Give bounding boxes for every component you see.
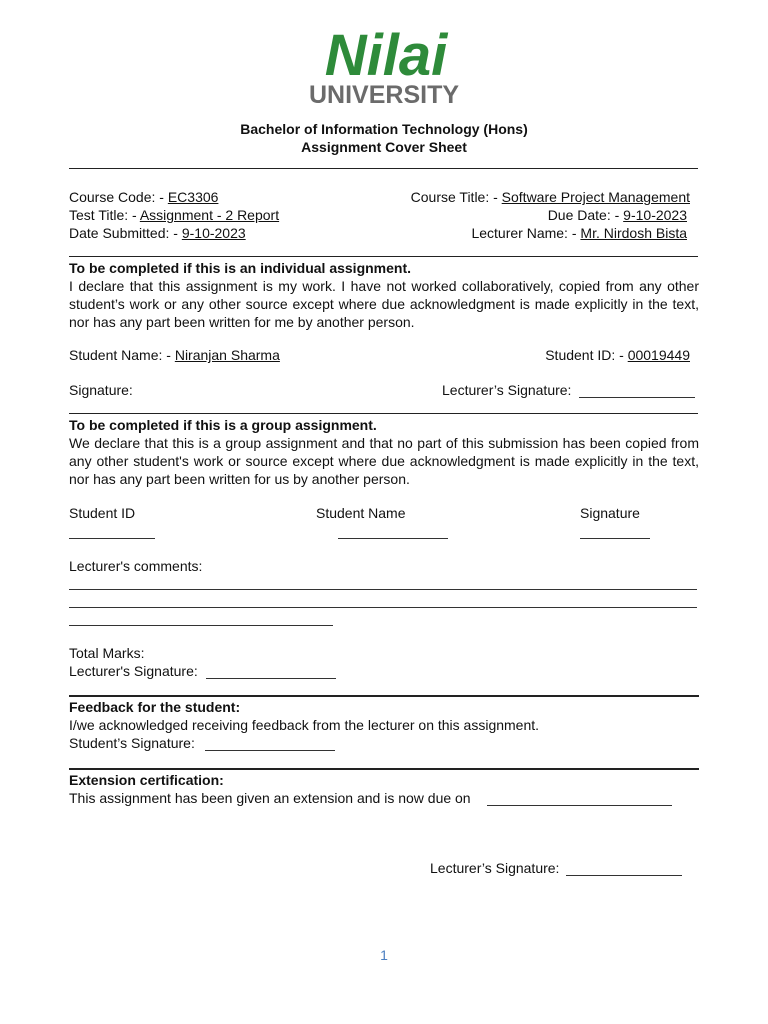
extension-text: This assignment has been given an extension and is now due on xyxy=(69,790,471,806)
group-heading: To be completed if this is a group assignment. xyxy=(69,417,377,433)
divider xyxy=(69,413,698,414)
lecturer-name xyxy=(350,225,687,241)
group-student-name-line[interactable] xyxy=(338,538,448,539)
individual-heading: To be completed if this is an individual assignment. xyxy=(69,260,412,276)
extension-lecturer-signature-label: Lecturer’s Signature: xyxy=(430,860,560,876)
student-id-value: 00019449 xyxy=(627,347,690,363)
extension-due-line[interactable] xyxy=(487,805,672,806)
lecturer-name-label: Lecturer Name: - xyxy=(471,225,581,241)
due-date-label: Due Date: - xyxy=(547,207,624,223)
lecturer-signature-line[interactable] xyxy=(579,397,695,398)
test-title-label: Test Title: - xyxy=(69,207,140,223)
lecturer-signature-label: Lecturer’s Signature: xyxy=(442,382,572,398)
nilai-university-logo xyxy=(298,28,474,108)
student-id-label: Student ID: - xyxy=(545,347,628,363)
comments-lecturer-signature-label: Lecturer's Signature: xyxy=(69,663,198,679)
student-name xyxy=(69,347,280,363)
course-title-value: Software Project Management xyxy=(501,189,690,205)
group-student-id-line[interactable] xyxy=(69,538,155,539)
group-signature-line[interactable] xyxy=(580,538,650,539)
lecturer-comments-label: Lecturer's comments: xyxy=(69,558,203,574)
student-id xyxy=(450,347,690,363)
group-col-student-name: Student Name xyxy=(316,505,406,521)
comments-line[interactable] xyxy=(69,625,333,626)
logo-subtitle: UNIVERSITY xyxy=(308,81,460,108)
due-date-value: 9-10-2023 xyxy=(623,207,687,223)
course-code xyxy=(69,189,218,205)
divider xyxy=(69,256,698,257)
feedback-signature-label: Student’s Signature: xyxy=(69,735,195,751)
sheet-title: Assignment Cover Sheet xyxy=(301,139,467,155)
divider xyxy=(69,768,699,770)
feedback-heading: Feedback for the student: xyxy=(69,699,241,715)
lecturer-name-value: Mr. Nirdosh Bista xyxy=(580,225,687,241)
course-title xyxy=(350,189,690,205)
comments-line[interactable] xyxy=(69,589,697,590)
course-title-label: Course Title: - xyxy=(410,189,502,205)
comments-lecturer-signature-line[interactable] xyxy=(206,678,336,679)
test-title xyxy=(69,207,279,223)
group-col-signature: Signature xyxy=(580,505,640,521)
comments-line[interactable] xyxy=(69,607,697,608)
extension-heading: Extension certification: xyxy=(69,772,224,788)
signature-label: Signature: xyxy=(69,382,133,398)
feedback-signature-line[interactable] xyxy=(205,750,335,751)
date-submitted-value: 9-10-2023 xyxy=(181,225,246,241)
date-submitted-label: Date Submitted: - xyxy=(69,225,182,241)
divider xyxy=(69,168,698,169)
extension-lecturer-signature-line[interactable] xyxy=(566,875,682,876)
student-name-value: Niranjan Sharma xyxy=(174,347,280,363)
group-col-student-id: Student ID xyxy=(69,505,136,521)
degree-title: Bachelor of Information Technology (Hons) xyxy=(240,121,528,137)
feedback-text: I/we acknowledged receiving feedback from the lecturer on this assignment. xyxy=(69,717,540,733)
course-code-label: Course Code: - xyxy=(69,189,168,205)
divider xyxy=(69,695,699,697)
total-marks-label: Total Marks: xyxy=(69,645,145,661)
group-declaration: We declare that this is a group assignment and that no part of this submission has been copied from any other student's work or source except where due acknowledgment is made explicitly in the text, nor has any part been written for us by another person. xyxy=(69,435,699,487)
logo-wordmark: Nilai xyxy=(324,28,448,88)
test-title-value: Assignment - 2 Report xyxy=(139,207,280,223)
course-code-value: EC3306 xyxy=(167,189,219,205)
individual-declaration: I declare that this assignment is my work. I have not worked collaboratively, copied from any other student’s work or any other source except where due acknowledgment is made explicitly in the text, nor has any part been written for me by another person. xyxy=(69,278,699,330)
student-name-label: Student Name: - xyxy=(69,347,175,363)
due-date xyxy=(350,207,687,223)
date-submitted xyxy=(69,225,246,241)
page-number: 1 xyxy=(380,947,388,963)
